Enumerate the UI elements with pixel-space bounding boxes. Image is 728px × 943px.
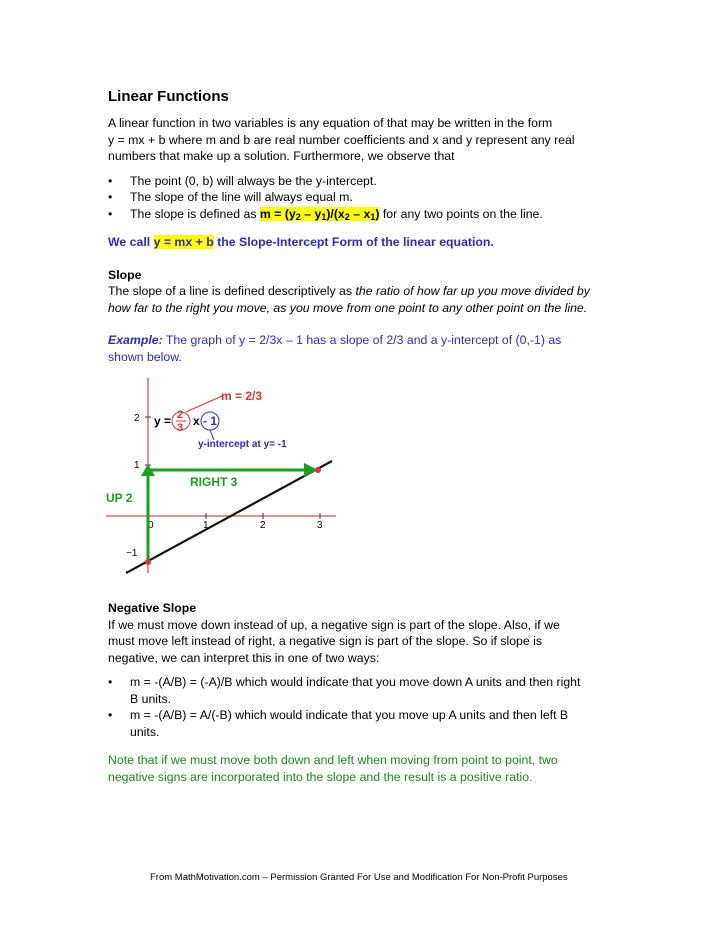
bullet-icon: • — [108, 675, 113, 689]
intercept-point — [145, 559, 151, 565]
list-item: • m = -(A/B) = A/(-B) which would indicate that you move up A units and then left B units. — [108, 708, 569, 739]
x-tick-label: 1 — [203, 520, 209, 531]
properties-list — [108, 173, 638, 223]
slope-formula: $m = (y_2 - y_1)/(x_2 - x_1)$ — [259, 206, 380, 222]
negative-slope-list — [108, 674, 638, 740]
intro-line: numbers that make up a solution. Furthermore, we observe that — [108, 149, 455, 163]
intro-line: y = mx + b where m and b are real number coefficients and x and y represent any real — [108, 132, 575, 147]
bullet-icon: • — [108, 173, 113, 188]
equation-x: x — [193, 414, 200, 428]
list-item: • m = -(A/B) = (-A)/B which would indicate that you move down A units and then right B units. — [108, 675, 581, 706]
list-item: • The slope of the line will always equal m. — [108, 190, 353, 204]
x-tick-label: 2 — [260, 520, 266, 531]
example-paragraph: Example: The graph of y = 2/3x – 1 has a slope of 2/3 and a y-intercept of (0,-1) as shown below. — [108, 333, 562, 364]
x-tick-label: 0 — [148, 520, 154, 531]
y-tick-label: 1 — [134, 460, 140, 471]
y-tick-label: 2 — [134, 413, 140, 424]
intro-paragraph — [108, 115, 638, 165]
list-item: • The point (0, b) will always be the y-intercept. — [108, 173, 377, 188]
second-point — [315, 467, 321, 473]
document-body — [108, 88, 638, 365]
slope-section: Slope The slope of a line is defined descriptively as the ratio of how far up you move divided by how far to the right you move, as you move from one point to any other point on the line. — [108, 267, 590, 315]
slope-intercept-formula: y = mx + b — [153, 235, 214, 249]
page-title: Linear Functions — [108, 88, 229, 105]
page-footer: From MathMotivation.com – Permission Granted For Use and Modification For Non-Profit Purposes — [150, 872, 568, 883]
slope-intercept-callout: We call y = mx + b the Slope-Intercept Form of the linear equation. — [108, 235, 494, 249]
right-label: RIGHT 3 — [190, 475, 238, 489]
slope-graph — [106, 378, 346, 578]
x-tick-label: 3 — [317, 520, 323, 531]
intercept-label: y-intercept at y= -1 — [198, 439, 287, 450]
bullet-icon: • — [108, 206, 113, 221]
negative-slope-section — [108, 600, 638, 785]
section-heading: Slope — [108, 267, 142, 282]
slope-label: m = 2/3 — [221, 389, 263, 403]
slope-pointer — [186, 396, 222, 412]
equation-constant: - 1 — [203, 414, 218, 428]
section-heading: Negative Slope — [108, 601, 197, 615]
note-paragraph: Note that if we must move both down and left when moving from point to point, two negative signs are incorporated into the slope and the result is a positive ratio. — [108, 753, 558, 784]
equation-denominator: 3 — [177, 422, 184, 434]
equation-y: y = — [154, 414, 172, 428]
equation-numerator: 2 — [177, 409, 184, 421]
bullet-icon: • — [108, 708, 113, 722]
up-label: UP 2 — [106, 491, 133, 505]
example-label: Example: — [108, 333, 163, 347]
negative-slope-paragraph: Negative Slope If we must move down instead of up, a negative sign is part of the slope. Also, if we must move left instead of right, a negative sign is part of the slope. So if slope is negative, we can interpret this in one of two ways: — [108, 601, 560, 665]
bullet-icon: • — [108, 190, 113, 204]
intro-line: A linear function in two variables is any equation of that may be written in the form — [108, 116, 553, 130]
list-item: • The slope is defined as $m = (y_2 - y_1)/(x_2 - x_1)$ for any two points on the line. — [108, 206, 543, 222]
y-tick-label: −1 — [126, 548, 138, 559]
